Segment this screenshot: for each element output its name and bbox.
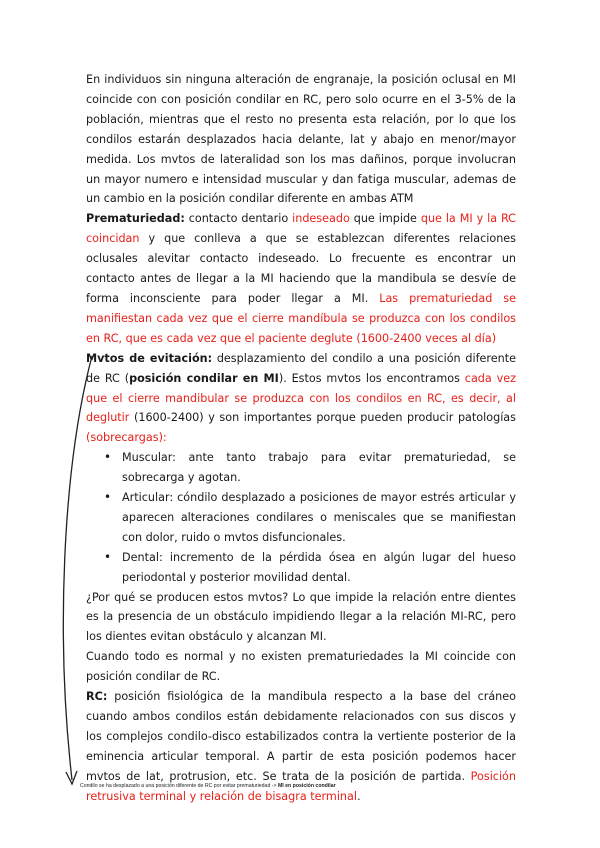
- prematuriedad-term: Prematuriedad:: [86, 212, 185, 226]
- cuando-paragraph: Cuando todo es normal y no existen prematuriedades la MI coincide con posición condilar de RC.: [86, 650, 516, 684]
- bullet-item-muscular: • Muscular: ante tanto trabajo para evitar prematuriedad, se sobrecarga y agotan.: [122, 448, 516, 488]
- bullet-item-dental: • Dental: incremento de la pérdida ósea en algún lugar del hueso periodontal y posterior movilidad dental.: [122, 548, 516, 588]
- evitacion-term: Mvtos de evitación:: [86, 351, 213, 365]
- highlight-text: Las prematuriedad se manifiestan cada vez que el cierre mandíbula se produzca con los condilos en RC, que es cada vez que el paciente deglute (1600-2400 veces al día): [86, 291, 516, 345]
- highlight-text: (sobrecargas):: [86, 431, 167, 445]
- document-body: [86, 70, 516, 807]
- footnote: Condilo se ha desplazado a una posición diferente de RC por evitar prematuriedad -> MI en posición condilar: [80, 783, 336, 789]
- rc-paragraph: RC: posición fisiológica de la mandibula respecto a la base del cráneo cuando ambos condilos están debidamente relacionados con sus discos y los complejos condilo-disco estabilizados contra la vertiente posterior de la eminencia articular temporal. A partir de esta posición podemos hacer mvtos de lat, protrusion, etc. Se trata de la posición de partida. Posición retrusiva terminal y relación de bisagra terminal.: [86, 690, 516, 803]
- intro-paragraph: En individuos sin ninguna alteración de engranaje, la posición oclusal en MI coincide con con posición condilar en RC, pero solo ocurre en el 3-5% de la población, mientras que el resto no presenta esta relación, por lo que los condilos estarán desplazados hacia delante, lat y abajo en menor/mayor medida. Los mvtos de lateralidad son los mas dañinos, porque involucran un mayor numero e intensidad muscular y dan fatiga muscular, ademas de un cambio en la posición condilar diferente en ambas ATM: [86, 73, 516, 206]
- evitacion-paragraph: Mvtos de evitación: desplazamiento del condilo a una posición diferente de RC (posición condilar en MI). Estos mvtos los encontramos cada vez que el cierre mandibular se produzca con los condilos en RC, es decir, al deglutir (1600-2400) y son importantes porque pueden producir patologías (sobrecargas):: [86, 351, 516, 445]
- highlight-text: indeseado: [292, 212, 350, 226]
- prematuriedad-paragraph: Prematuriedad: contacto dentario indeseado que impide que la MI y la RC coincidan y que conlleva a que se establezcan diferentes relaciones oclusales alevitar contacto indeseado. Lo frecuente es encontrar un contacto antes de llegar a la MI haciendo que la mandibula se desvíe de forma inconsciente para poder llegar a MI. Las prematuriedad se manifiestan cada vez que el cierre mandíbula se produzca con los condilos en RC, que es cada vez que el paciente deglute (1600-2400 veces al día): [86, 212, 516, 345]
- bullet-item-articular: • Articular: cóndilo desplazado a posiciones de mayor estrés articular y aparecen alteraciones condilares o meniscales que se manifiestan con dolor, ruido o mvtos disfuncionales.: [122, 488, 516, 548]
- highlight-text: Posición retrusiva terminal y relación de bisagra terminal: [86, 769, 516, 803]
- highlight-text: que la MI y la RC coincidan: [86, 212, 516, 246]
- rc-term: RC:: [86, 690, 108, 704]
- highlight-text: cada vez que el cierre mandibular se produzca con los condilos en RC, es decir, al deglutir: [86, 371, 516, 425]
- bullet-list: [86, 448, 516, 587]
- bold-text: posición condilar en MI: [129, 371, 279, 385]
- porque-paragraph: ¿Por qué se producen estos mvtos? Lo que impide la relación entre dientes es la presencia de un obstáculo impidiendo llegar a la relación MI-RC, pero los dientes evitan obstáculo y alcanzan MI.: [86, 590, 516, 644]
